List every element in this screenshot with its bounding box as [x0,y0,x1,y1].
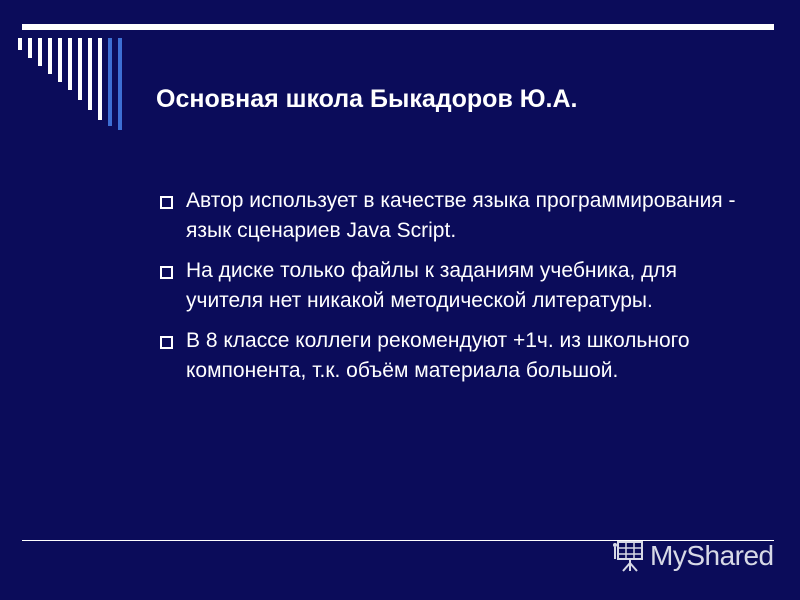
stripe [88,38,92,110]
stripe [38,38,42,66]
bullet-item [156,186,756,246]
top-rule [22,24,774,30]
watermark-text: MyShared [650,540,774,571]
bullet-item [156,326,756,386]
bullet-text: В 8 классе коллеги рекомендуют +1ч. из школьного компонента, т.к. объём материала большой. [186,329,690,382]
stripe [108,38,112,126]
stripe [98,38,102,120]
watermark [612,539,774,573]
stripe [48,38,52,74]
bullet-item [156,256,756,316]
slide-title: Основная школа Быкадоров Ю.А. [156,85,578,113]
stripe [28,38,32,58]
stripe [68,38,72,90]
stripe [18,38,22,50]
stripe [58,38,62,82]
square-bullet-icon [160,196,173,209]
square-bullet-icon [160,336,173,349]
bullet-text: На диске только файлы к заданиям учебника, для учителя нет никакой методической литературы. [186,259,678,312]
stripe [118,38,122,130]
square-bullet-icon [160,266,173,279]
bullet-text: Автор использует в качестве языка программирования - язык сценариев Java Script. [186,189,736,242]
presentation-board-icon [612,539,646,573]
stripe [78,38,82,100]
bullet-list [156,186,756,396]
